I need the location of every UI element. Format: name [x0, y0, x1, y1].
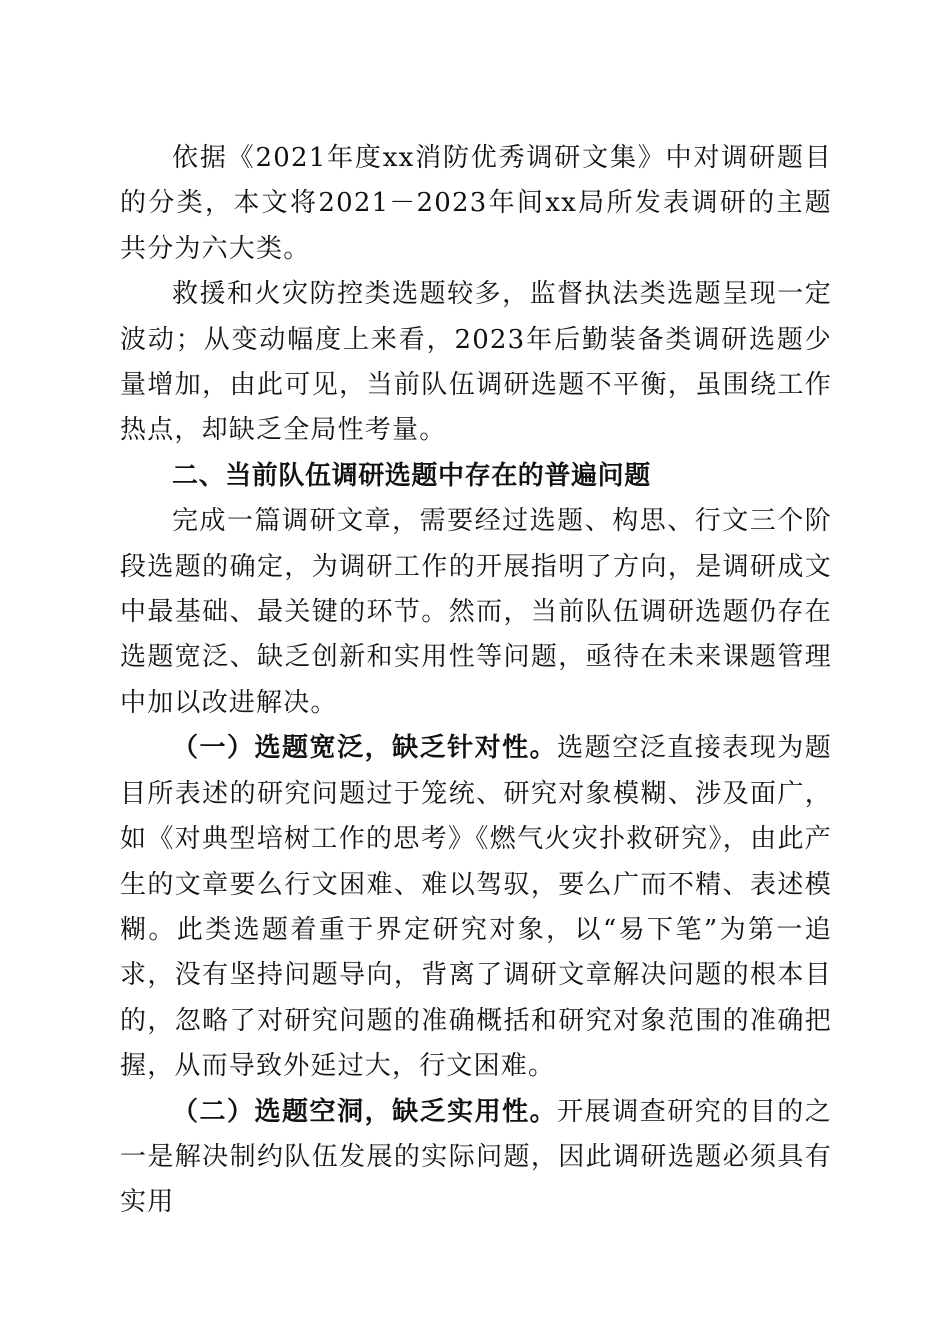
subsection-lead-1: （一）选题宽泛，缺乏针对性。: [172, 733, 558, 764]
subsection-body-2: 开展调查研究的目的之一是解决制约队伍发展的实际问题，因此调研选题必须具有实用: [120, 1096, 832, 1218]
subsection-body-1: 选题空泛直接表现为题目所表述的研究问题过于笼统、研究对象模糊、涉及面广，如《对典型培树工作的思考》《燃气火灾扑救研究》，由此产生的文章要么行文困难、难以驾驭，要么广而不精、表述模糊。此类选题着重于界定研究对象，以“易下笔”为第一追求，没有坚持问题导向，背离了调研文章解决问题的根本目的，忽略了对研究问题的准确概括和研究对象范围的准确把握，从而导致外延过大，行文困难。: [120, 733, 832, 1082]
document-body: [120, 136, 832, 1226]
subsection-empty-topics: [120, 1090, 832, 1226]
subsection-broad-topics: [120, 726, 832, 1089]
paragraph-section-intro: 完成一篇调研文章，需要经过选题、构思、行文三个阶段选题的确定，为调研工作的开展指明了方向，是调研成文中最基础、最关键的环节。然而，当前队伍调研选题仍存在选题宽泛、缺乏创新和实用性等问题，亟待在未来课题管理中加以改进解决。: [120, 506, 832, 718]
subsection-lead-2: （二）选题空洞，缺乏实用性。: [172, 1096, 558, 1127]
paragraph-classification: 依据《2021年度xx消防优秀调研文集》中对调研题目的分类，本文将2021－2023年间xx局所发表调研的主题共分为六大类。: [120, 143, 832, 264]
paragraph-topic-imbalance: 救援和火灾防控类选题较多，监督执法类选题呈现一定波动；从变动幅度上来看，2023年后勤装备类调研选题少量增加，由此可见，当前队伍调研选题不平衡，虽围绕工作热点，却缺乏全局性考量。: [120, 279, 832, 446]
section-heading: 二、当前队伍调研选题中存在的普遍问题: [172, 460, 651, 491]
